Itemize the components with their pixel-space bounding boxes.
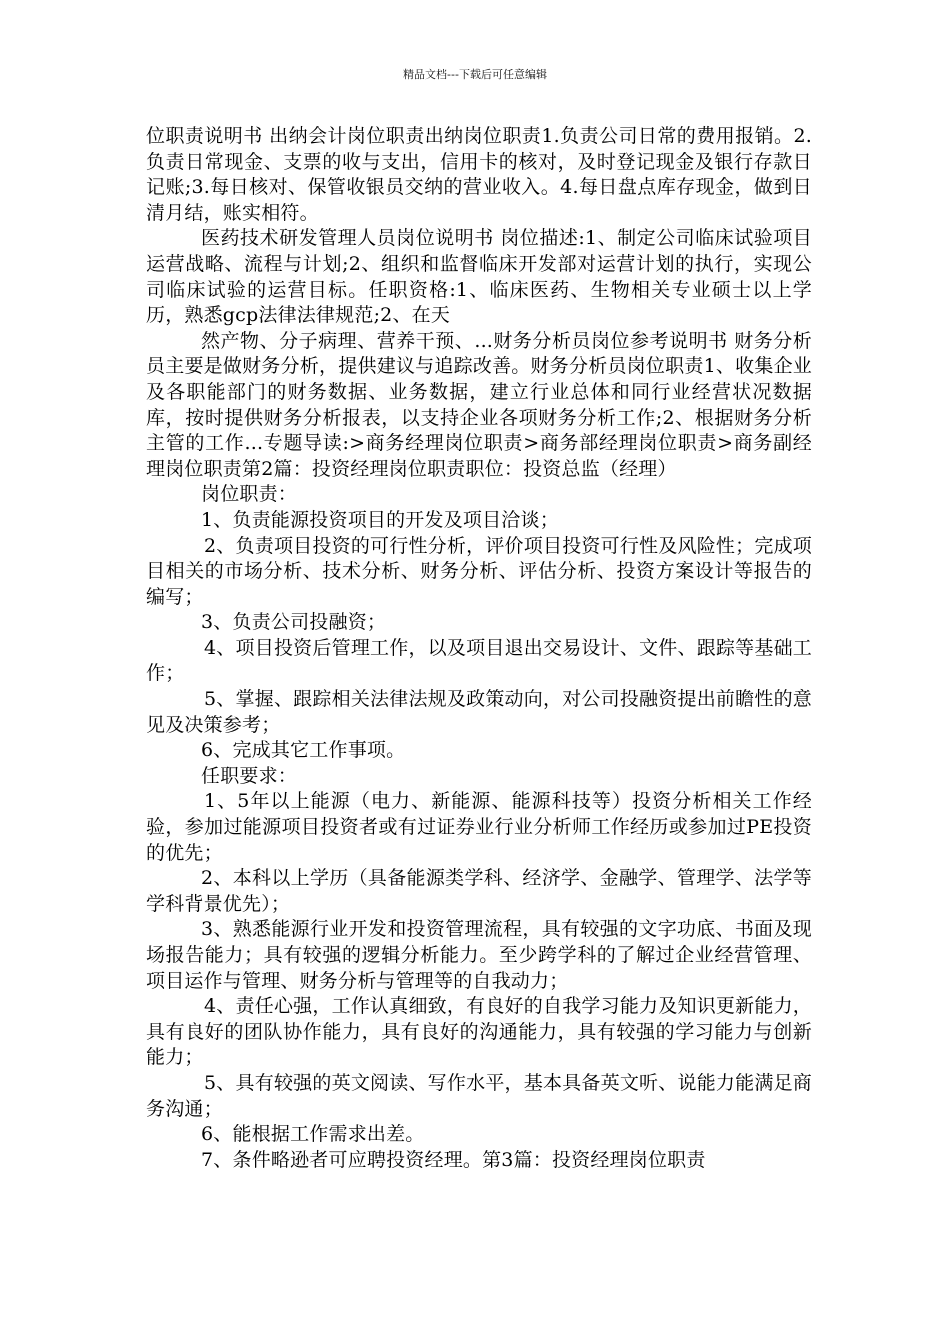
- paragraph: 位职责说明书 出纳会计岗位职责出纳岗位职责1.负责公司日常的费用报销。2.负责日常现金、支票的收与支出，信用卡的核对，及时登记现金及银行存款日记账;3.每日核对、保管收银员交纳的营业收入。4.每日盘点库存现金，做到日清月结，账实相符。: [146, 125, 812, 224]
- list-item: 7、条件略逊者可应聘投资经理。第3篇：投资经理岗位职责: [201, 1148, 706, 1171]
- list-item: 5、掌握、跟踪相关法律法规及政策动向，对公司投融资提出前瞻性的意见及决策参考；: [146, 688, 812, 736]
- list-item: 4、项目投资后管理工作，以及项目退出交易设计、文件、跟踪等基础工作；: [146, 636, 812, 685]
- page-header: 精品文档---下载后可任意编辑: [403, 68, 547, 81]
- list-item: 6、完成其它工作事项。: [201, 739, 406, 762]
- list-item: 2、负责项目投资的可行性分析，评价项目投资可行性及风险性；完成项目相关的市场分析、技术分析、财务分析、评估分析、投资方案设计等报告的编写；: [146, 534, 812, 608]
- paragraph: 然产物、分子病理、营养干预、...财务分析员岗位参考说明书 财务分析员主要是做财务分析，提供建议与追踪改善。财务分析员岗位职责1、收集企业及各职能部门的财务数据、业务数据，建立行业总体和同行业经营状况数据库，按时提供财务分析报表，以支持企业各项财务分析工作;2、根据财务分析主管的工作...专题导读:>商务经理岗位职责>商务部经理岗位职责>商务副经理岗位职责第2篇：投资经理岗位职责职位：投资总监（经理）: [146, 329, 812, 480]
- paragraph: 医药技术研发管理人员岗位说明书 岗位描述:1、制定公司临床试验项目运营战略、流程与计划;2、组织和监督临床开发部对运营计划的执行，实现公司临床试验的运营目标。任职资格:1、临床医药、生物相关专业硕士以上学历，熟悉gcp法律法律规范;2、在天: [146, 227, 812, 327]
- list-item: 6、能根据工作需求出差。: [201, 1123, 425, 1146]
- list-item: 3、熟悉能源行业开发和投资管理流程，具有较强的文字功底、书面及现场报告能力；具有较强的逻辑分析能力。至少跨学科的了解过企业经营管理、项目运作与管理、财务分析与管理等的自我动力；: [146, 918, 812, 992]
- list-item: 5、具有较强的英文阅读、写作水平，基本具备英文听、说能力能满足商务沟通；: [146, 1071, 812, 1120]
- list-item: 1、负责能源投资项目的开发及项目洽谈；: [201, 508, 559, 531]
- list-item: 2、本科以上学历（具备能源类学科、经济学、金融学、管理学、法学等学科背景优先）；: [146, 867, 812, 915]
- document-body: [146, 124, 812, 1173]
- list-item: 1、5年以上能源（电力、新能源、能源科技等）投资分析相关工作经验，参加过能源项目投资者或有过证券业行业分析师工作经历或参加过PE投资的优先；: [146, 790, 812, 864]
- list-item: 4、责任心强，工作认真细致，有良好的自我学习能力及知识更新能力，具有良好的团队协作能力，具有良好的沟通能力，具有较强的学习能力与创新能力；: [146, 995, 812, 1069]
- section-heading: 任职要求：: [201, 764, 298, 787]
- list-item: 3、负责公司投融资；: [201, 611, 387, 634]
- section-heading: 岗位职责：: [201, 483, 298, 506]
